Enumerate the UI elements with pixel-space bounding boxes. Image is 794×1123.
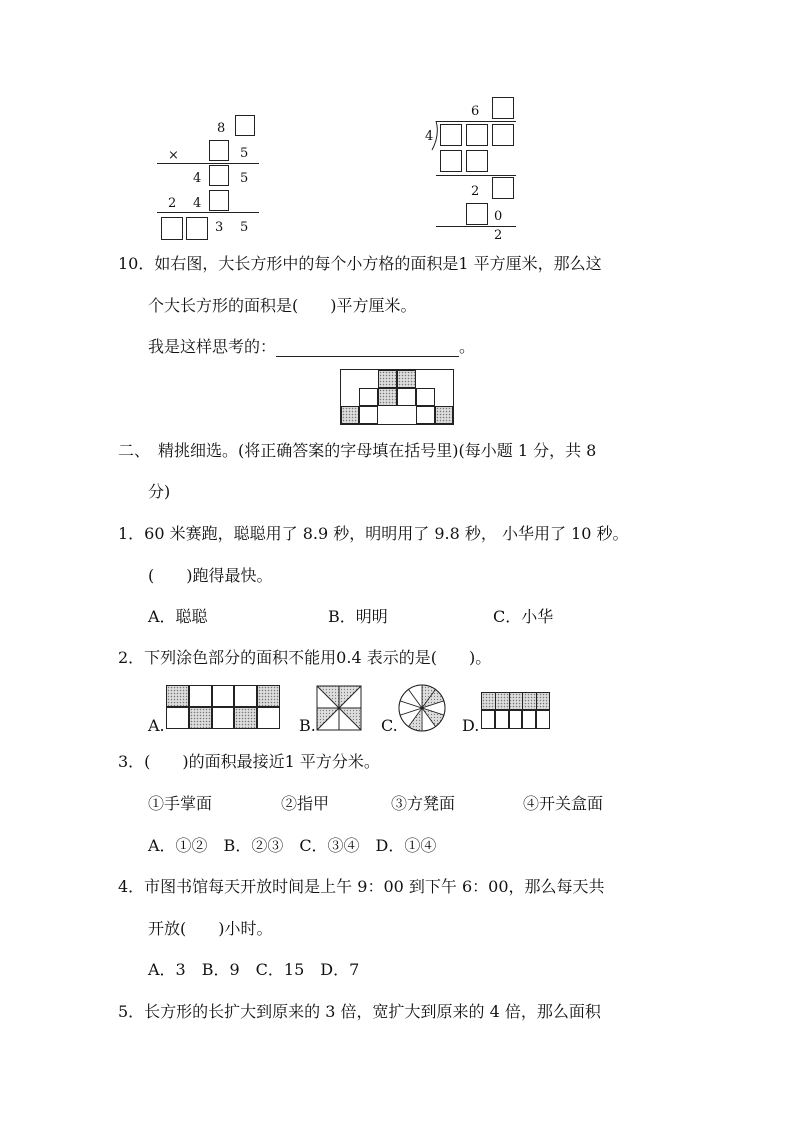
division-digit: 2	[471, 184, 480, 199]
mult-digit: 4	[193, 171, 202, 186]
q10-line2: 个大长方形的面积是( )平方厘米。	[148, 296, 417, 315]
think-end: 。	[459, 337, 476, 356]
answer-box[interactable]	[466, 203, 488, 225]
q2-figure-b	[316, 685, 362, 731]
q1-option-b[interactable]: B．明明	[328, 607, 388, 626]
shaded-cell	[378, 370, 397, 388]
answer-box[interactable]	[466, 124, 488, 146]
answer-box[interactable]	[209, 190, 229, 211]
mult-digit: 8	[217, 121, 226, 136]
q3-item-4: ④开关盒面	[523, 794, 604, 813]
q1-line1: 1．60 米赛跑，聪聪用了 8.9 秒，明明用了 9.8 秒， 小华用了 10 秒。	[118, 524, 629, 543]
answer-box[interactable]	[466, 150, 488, 172]
grid-cell	[359, 406, 378, 424]
answer-box[interactable]	[492, 177, 514, 199]
answer-box[interactable]	[209, 140, 229, 161]
answer-box[interactable]	[186, 217, 208, 240]
answer-box[interactable]	[492, 124, 514, 146]
grid-cell	[359, 388, 378, 406]
mult-digit: 5	[240, 146, 249, 161]
rectangle-grid-figure	[340, 369, 454, 425]
shaded-cell	[435, 406, 453, 424]
quotient-digit: 6	[471, 104, 480, 119]
q3-item-1: ①手掌面	[148, 794, 213, 813]
q2-label-a[interactable]: A.	[148, 716, 165, 735]
times-sign: ×	[168, 148, 179, 163]
q3-options[interactable]: A．①② B．②③ C．③④ D．①④	[148, 836, 437, 855]
think-label: 我是这样思考的：	[148, 337, 277, 356]
q3-item-2: ②指甲	[281, 794, 330, 813]
q5-line1: 5．长方形的长扩大到原来的 3 倍，宽扩大到原来的 4 倍，那么面积	[118, 1002, 601, 1021]
q1-option-c[interactable]: C．小华	[493, 607, 554, 626]
think-answer-blank[interactable]	[276, 340, 459, 357]
shaded-cell	[397, 370, 416, 388]
q2-label-d[interactable]: D.	[462, 716, 480, 735]
grid-cell	[397, 388, 416, 406]
mult-digit: 5	[240, 171, 249, 186]
q3-item-3: ③方凳面	[391, 794, 456, 813]
remainder: 2	[494, 228, 503, 243]
sum-line	[157, 212, 259, 213]
shaded-cell	[378, 388, 397, 406]
q1-line2: ( )跑得最快。	[148, 566, 273, 585]
q4-line1: 4．市图书馆每天开放时间是上午 9：00 到下午 6：00，那么每天共	[118, 877, 605, 896]
q3-line1: 3．( )的面积最接近1 平方分米。	[118, 752, 380, 771]
subtract-line	[436, 226, 516, 227]
answer-box[interactable]	[492, 97, 514, 119]
mult-digit: 4	[193, 196, 202, 211]
divisor: 4	[425, 129, 434, 144]
answer-box[interactable]	[235, 115, 255, 136]
division-digit: 0	[494, 209, 503, 224]
q1-option-a[interactable]: A．聪聪	[148, 607, 208, 626]
answer-box[interactable]	[161, 217, 183, 240]
sum-line	[157, 163, 259, 164]
q10-think-row	[148, 337, 475, 357]
subtract-line	[436, 175, 516, 176]
q2-figure-a	[166, 685, 280, 729]
q2-figure-c	[397, 683, 447, 733]
q2-label-b[interactable]: B.	[299, 716, 316, 735]
section2-heading-cont: 分)	[148, 482, 171, 501]
q4-options[interactable]: A．3 B．9 C．15 D．7	[148, 960, 360, 979]
answer-box[interactable]	[440, 150, 462, 172]
answer-box[interactable]	[209, 165, 229, 186]
q2-figure-d	[481, 692, 550, 729]
q4-line2: 开放( )小时。	[148, 919, 273, 938]
grid-cell	[416, 388, 435, 406]
mult-digit: 5	[240, 220, 249, 235]
grid-cell	[416, 406, 435, 424]
shaded-cell	[341, 406, 359, 424]
q2-label-c[interactable]: C.	[381, 716, 398, 735]
mult-digit: 2	[168, 196, 177, 211]
q10-line1: 10．如右图，大长方形中的每个小方格的面积是1 平方厘米，那么这	[118, 254, 602, 273]
division-bar	[436, 121, 516, 122]
answer-box[interactable]	[440, 124, 462, 146]
q2-line1: 2．下列涂色部分的面积不能用0.4 表示的是( )。	[118, 648, 492, 667]
section2-heading: 二、 精挑细选。(将正确答案的字母填在括号里)(每小题 1 分，共 8	[118, 441, 597, 460]
mult-digit: 3	[215, 220, 224, 235]
